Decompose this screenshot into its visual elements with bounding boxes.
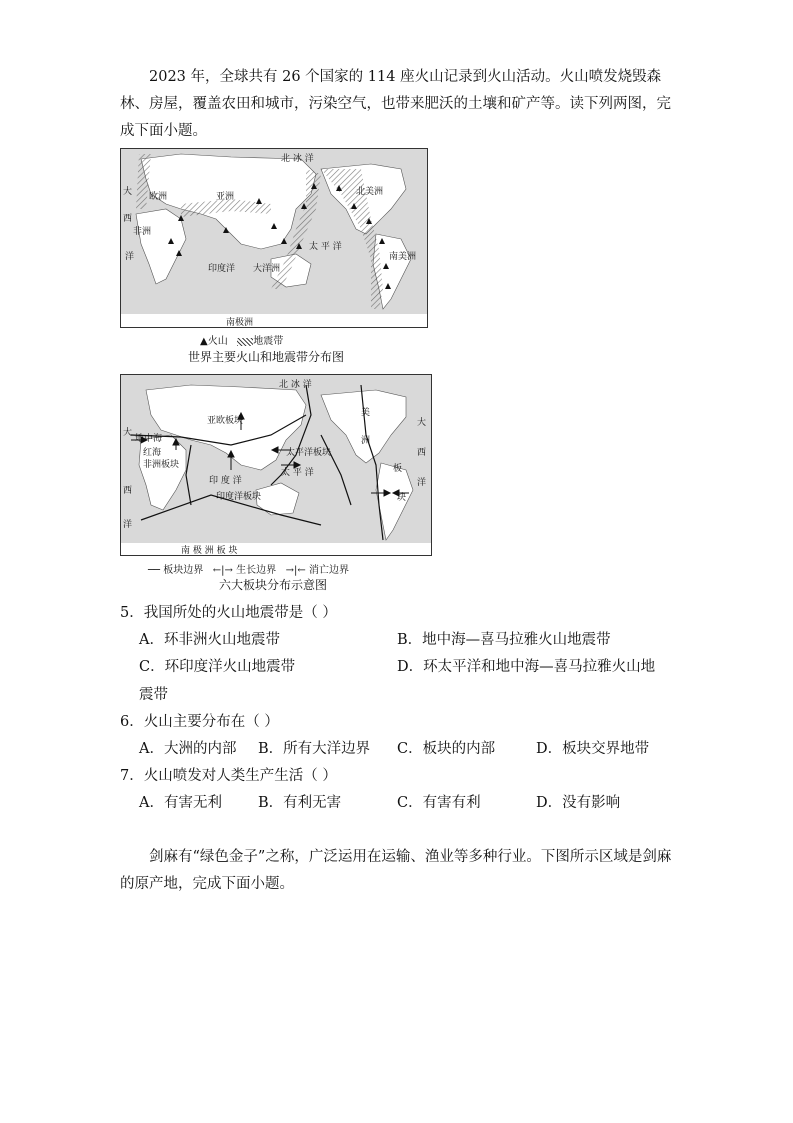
map2-label-da-left: 大 xyxy=(123,428,133,438)
question-7-option-d[interactable]: D．没有影响 xyxy=(536,795,621,811)
map1-label-asia: 亚洲 xyxy=(216,192,235,202)
question-7-stem: 7．火山喷发对人类生产生活（ ） xyxy=(120,768,337,784)
question-6-stem: 6．火山主要分布在（ ） xyxy=(120,714,279,730)
subduction-boundary-icon: →|← xyxy=(285,565,306,576)
question-5-stem: 5．我国所处的火山地震带是（ ） xyxy=(120,605,337,621)
map2-label-pacific-plate: 太平洋板块 xyxy=(286,448,332,458)
map2-label-indo: 印 度 洋 xyxy=(209,476,242,486)
map2-label-eurasia: 亚欧板块 xyxy=(207,416,244,426)
plate-distribution-map xyxy=(120,374,432,556)
question-7-option-a[interactable]: A．有害无利 xyxy=(139,795,222,811)
map1-label-namerica: 北美洲 xyxy=(356,187,384,197)
boundary-line-icon: ── xyxy=(148,565,161,576)
map2-legend: ── 板块边界 ←|→ 生长边界 →|← 消亡边界 xyxy=(148,565,349,576)
question-5-option-c[interactable]: C．环印度洋火山地震带 xyxy=(139,659,296,675)
map2-label-redsea: 红海 xyxy=(143,448,162,458)
map2-caption: 六大板块分布示意图 xyxy=(219,578,328,592)
map2-label-african-plate: 非洲板块 xyxy=(143,460,180,470)
map2-label-pacific: 太 平 洋 xyxy=(281,468,314,478)
map2-label-antarctic-plate: 南 极 洲 板 块 xyxy=(181,546,238,555)
map1-label-samerica: 南美洲 xyxy=(389,252,417,262)
map1-label-africa: 非洲 xyxy=(133,227,152,237)
map1-label-yang: 洋 xyxy=(125,252,135,262)
map2-label-north-ice: 北 冰 洋 xyxy=(279,380,312,390)
growing-boundary-icon: ←|→ xyxy=(212,565,233,576)
question-7-option-c[interactable]: C．有害有利 xyxy=(397,795,481,811)
volcano-icon: ▲ xyxy=(200,336,208,347)
map2-label-yang-left: 洋 xyxy=(123,520,133,530)
question-7-option-b[interactable]: B．有利无害 xyxy=(258,795,342,811)
map1-label-north-ice: 北 冰 洋 xyxy=(281,154,314,164)
map1-label-indian: 印度洋 xyxy=(208,264,236,274)
intro-paragraph: 2023 年，全球共有 26 个国家的 114 座火山记录到火山活动。火山喷发烧毁森林、房屋，覆盖农田和城市，污染空气，也带来肥沃的土壤和矿产等。读下列两图，完成下面小题。 xyxy=(120,69,671,139)
sisal-intro-paragraph: 剑麻有“绿色金子”之称，广泛运用在运输、渔业等多种行业。下图所示区域是剑麻的原产地，完成下面小题。 xyxy=(120,849,672,892)
map2-label-xi-right: 西 xyxy=(417,448,427,458)
map2-label-kuai: 块 xyxy=(397,493,407,503)
map1-label-oceania: 大洋洲 xyxy=(253,264,281,274)
map1-label-antarctica: 南极洲 xyxy=(226,318,254,327)
map2-label-ban: 板 xyxy=(393,464,403,474)
question-5-option-d[interactable]: D．环太平洋和地中海—喜马拉雅火山地 xyxy=(397,659,656,675)
question-5-option-b[interactable]: B．地中海—喜马拉雅火山地震带 xyxy=(397,632,611,648)
map2-label-indian-plate: 印度洋板块 xyxy=(216,492,262,502)
hatch-icon xyxy=(237,338,253,346)
question-6-option-b[interactable]: B．所有大洋边界 xyxy=(258,741,371,757)
question-5-option-a[interactable]: A．环非洲火山地震带 xyxy=(139,632,280,648)
map2-label-xi-left: 西 xyxy=(123,486,133,496)
map2-label-mediterranean: 地中海 xyxy=(135,434,163,444)
map2-label-mei: 美 xyxy=(361,408,371,418)
map1-label-da: 大 xyxy=(123,187,133,197)
map1-label-pacific: 太 平 洋 xyxy=(309,242,342,252)
map2-label-da-right: 大 xyxy=(417,418,427,428)
map1-caption: 世界主要火山和地震带分布图 xyxy=(188,350,345,364)
question-6-option-d[interactable]: D．板块交界地带 xyxy=(536,741,650,757)
question-5-option-d-wrap: 震带 xyxy=(139,687,168,703)
map2-label-zhou: 洲 xyxy=(361,436,371,446)
question-6-option-a[interactable]: A．大洲的内部 xyxy=(139,741,237,757)
map2-label-yang-right: 洋 xyxy=(417,478,427,488)
question-6-option-c[interactable]: C．板块的内部 xyxy=(397,741,496,757)
map1-legend: ▲火山 地震带 xyxy=(200,336,284,347)
map1-label-europe: 欧洲 xyxy=(149,192,168,202)
map1-label-xi: 西 xyxy=(123,214,133,224)
volcano-earthquake-map xyxy=(120,148,428,328)
